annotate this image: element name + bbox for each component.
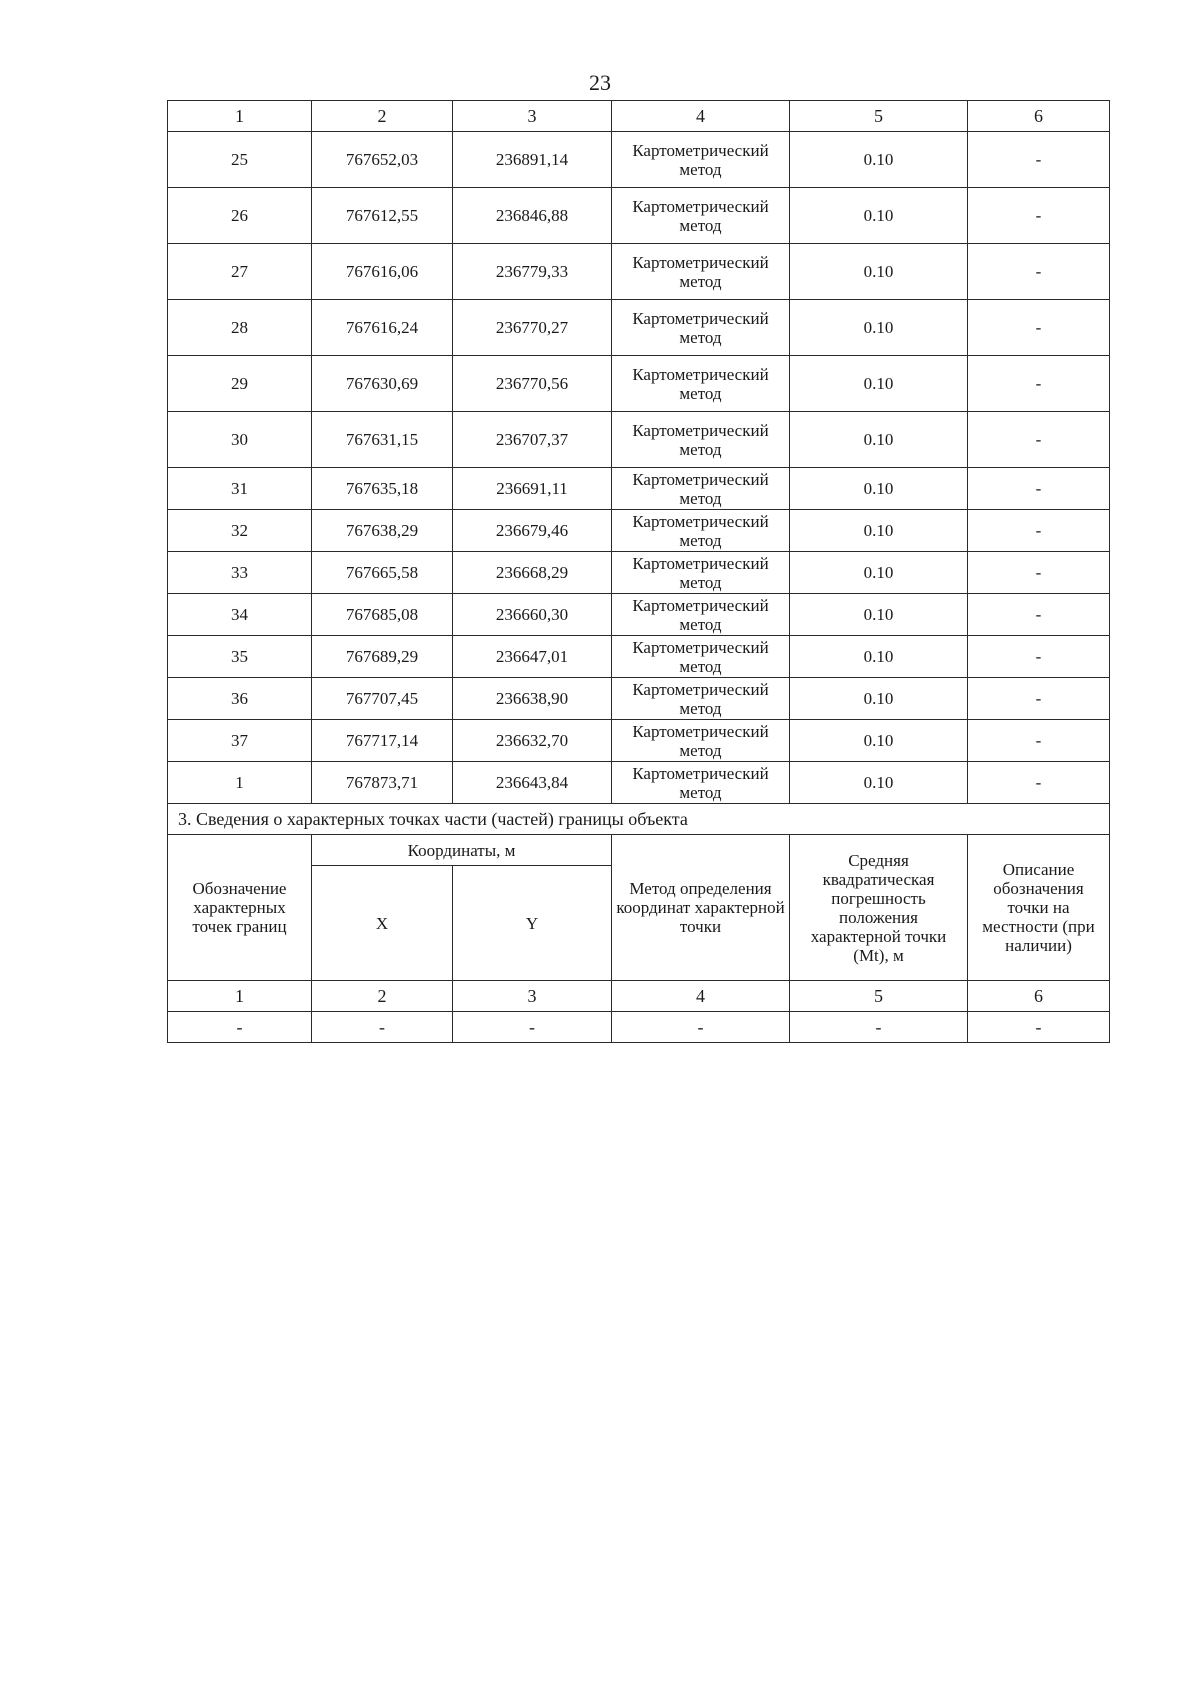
empty-cell: - — [968, 1012, 1110, 1043]
y-coordinate-cell: 236707,37 — [453, 412, 612, 468]
column-number: 3 — [453, 101, 612, 132]
table-row — [168, 720, 1110, 762]
method-header: Метод определения координат характерной точки — [612, 835, 790, 981]
method-cell: Картометрический метод — [612, 356, 790, 412]
point-number-cell: 30 — [168, 412, 312, 468]
y-coordinate-cell: 236668,29 — [453, 552, 612, 594]
x-coordinate-cell: 767652,03 — [312, 132, 453, 188]
column-number: 2 — [312, 101, 453, 132]
method-cell: Картометрический метод — [612, 636, 790, 678]
description-cell: - — [968, 720, 1110, 762]
y-coordinate-cell: 236770,56 — [453, 356, 612, 412]
y-coordinate-cell: 236660,30 — [453, 594, 612, 636]
x-coordinate-cell: 767717,14 — [312, 720, 453, 762]
accuracy-header: Средняя квадратическая погрешность положения характерной точки (Mt), м — [790, 835, 968, 981]
accuracy-cell: 0.10 — [790, 762, 968, 804]
method-cell: Картометрический метод — [612, 510, 790, 552]
accuracy-cell: 0.10 — [790, 636, 968, 678]
section3-column-number-row — [168, 981, 1110, 1012]
method-cell: Картометрический метод — [612, 594, 790, 636]
table-row — [168, 762, 1110, 804]
point-number-cell: 36 — [168, 678, 312, 720]
accuracy-cell: 0.10 — [790, 244, 968, 300]
method-cell: Картометрический метод — [612, 468, 790, 510]
x-coordinate-cell: 767630,69 — [312, 356, 453, 412]
x-coordinate-cell: 767665,58 — [312, 552, 453, 594]
column-number: 5 — [790, 101, 968, 132]
point-number-cell: 29 — [168, 356, 312, 412]
accuracy-cell: 0.10 — [790, 300, 968, 356]
x-coordinate-cell: 767638,29 — [312, 510, 453, 552]
table-row — [168, 552, 1110, 594]
empty-cell: - — [790, 1012, 968, 1043]
point-number-cell: 37 — [168, 720, 312, 762]
description-cell: - — [968, 300, 1110, 356]
method-cell: Картометрический метод — [612, 720, 790, 762]
coordinates-header: Координаты, м — [312, 835, 612, 866]
description-cell: - — [968, 552, 1110, 594]
y-coordinate-cell: 236647,01 — [453, 636, 612, 678]
method-cell: Картометрический метод — [612, 678, 790, 720]
accuracy-cell: 0.10 — [790, 678, 968, 720]
table-row — [168, 244, 1110, 300]
column-number-row — [168, 101, 1110, 132]
table-row — [168, 188, 1110, 244]
column-number: 4 — [612, 981, 790, 1012]
column-number: 5 — [790, 981, 968, 1012]
designation-header: Обозначение характерных точек границ — [168, 835, 312, 981]
x-coordinate-cell: 767873,71 — [312, 762, 453, 804]
table-row — [168, 636, 1110, 678]
table-row — [168, 678, 1110, 720]
point-number-cell: 31 — [168, 468, 312, 510]
table-row — [168, 132, 1110, 188]
description-cell: - — [968, 132, 1110, 188]
description-cell: - — [968, 510, 1110, 552]
table-row — [168, 510, 1110, 552]
point-number-cell: 27 — [168, 244, 312, 300]
table-row — [168, 594, 1110, 636]
empty-cell: - — [612, 1012, 790, 1043]
method-cell: Картометрический метод — [612, 244, 790, 300]
table-row — [168, 356, 1110, 412]
x-coordinate-cell: 767685,08 — [312, 594, 453, 636]
x-coordinate-cell: 767635,18 — [312, 468, 453, 510]
accuracy-cell: 0.10 — [790, 132, 968, 188]
section3-empty-row — [168, 1012, 1110, 1043]
y-coordinate-cell: 236770,27 — [453, 300, 612, 356]
y-coordinate-cell: 236846,88 — [453, 188, 612, 244]
column-number: 6 — [968, 981, 1110, 1012]
y-coordinate-cell: 236638,90 — [453, 678, 612, 720]
section-title-row — [168, 804, 1110, 835]
point-number-cell: 33 — [168, 552, 312, 594]
method-cell: Картометрический метод — [612, 762, 790, 804]
column-number: 2 — [312, 981, 453, 1012]
column-number: 1 — [168, 981, 312, 1012]
accuracy-cell: 0.10 — [790, 510, 968, 552]
y-coordinate-cell: 236643,84 — [453, 762, 612, 804]
y-coordinate-cell: 236632,70 — [453, 720, 612, 762]
method-cell: Картометрический метод — [612, 188, 790, 244]
description-cell: - — [968, 678, 1110, 720]
x-coordinate-cell: 767689,29 — [312, 636, 453, 678]
column-number: 6 — [968, 101, 1110, 132]
section3-header-row — [168, 835, 1110, 866]
method-cell: Картометрический метод — [612, 132, 790, 188]
x-coordinate-cell: 767612,55 — [312, 188, 453, 244]
description-header: Описание обозначения точки на местности (при наличии) — [968, 835, 1110, 981]
accuracy-cell: 0.10 — [790, 356, 968, 412]
x-coordinate-cell: 767631,15 — [312, 412, 453, 468]
accuracy-cell: 0.10 — [790, 468, 968, 510]
x-coordinate-cell: 767616,06 — [312, 244, 453, 300]
column-number: 3 — [453, 981, 612, 1012]
y-coordinate-cell: 236691,11 — [453, 468, 612, 510]
method-cell: Картометрический метод — [612, 412, 790, 468]
accuracy-cell: 0.10 — [790, 412, 968, 468]
x-coordinate-cell: 767707,45 — [312, 678, 453, 720]
empty-cell: - — [312, 1012, 453, 1043]
y-coordinate-cell: 236891,14 — [453, 132, 612, 188]
accuracy-cell: 0.10 — [790, 188, 968, 244]
point-number-cell: 26 — [168, 188, 312, 244]
table-row — [168, 300, 1110, 356]
description-cell: - — [968, 188, 1110, 244]
y-coordinate-cell: 236779,33 — [453, 244, 612, 300]
accuracy-cell: 0.10 — [790, 552, 968, 594]
empty-cell: - — [453, 1012, 612, 1043]
empty-cell: - — [168, 1012, 312, 1043]
column-number: 4 — [612, 101, 790, 132]
point-number-cell: 32 — [168, 510, 312, 552]
section-title: 3. Сведения о характерных точках части (частей) границы объекта — [168, 804, 1110, 835]
point-number-cell: 35 — [168, 636, 312, 678]
description-cell: - — [968, 356, 1110, 412]
description-cell: - — [968, 468, 1110, 510]
point-number-cell: 28 — [168, 300, 312, 356]
coordinates-table — [167, 100, 1110, 1043]
accuracy-cell: 0.10 — [790, 594, 968, 636]
description-cell: - — [968, 594, 1110, 636]
y-header: Y — [453, 866, 612, 981]
x-coordinate-cell: 767616,24 — [312, 300, 453, 356]
point-number-cell: 34 — [168, 594, 312, 636]
table-row — [168, 468, 1110, 510]
description-cell: - — [968, 762, 1110, 804]
point-number-cell: 1 — [168, 762, 312, 804]
description-cell: - — [968, 412, 1110, 468]
point-number-cell: 25 — [168, 132, 312, 188]
y-coordinate-cell: 236679,46 — [453, 510, 612, 552]
method-cell: Картометрический метод — [612, 300, 790, 356]
column-number: 1 — [168, 101, 312, 132]
method-cell: Картометрический метод — [612, 552, 790, 594]
x-header: X — [312, 866, 453, 981]
table-row — [168, 412, 1110, 468]
description-cell: - — [968, 244, 1110, 300]
description-cell: - — [968, 636, 1110, 678]
page-number: 23 — [589, 70, 611, 95]
accuracy-cell: 0.10 — [790, 720, 968, 762]
